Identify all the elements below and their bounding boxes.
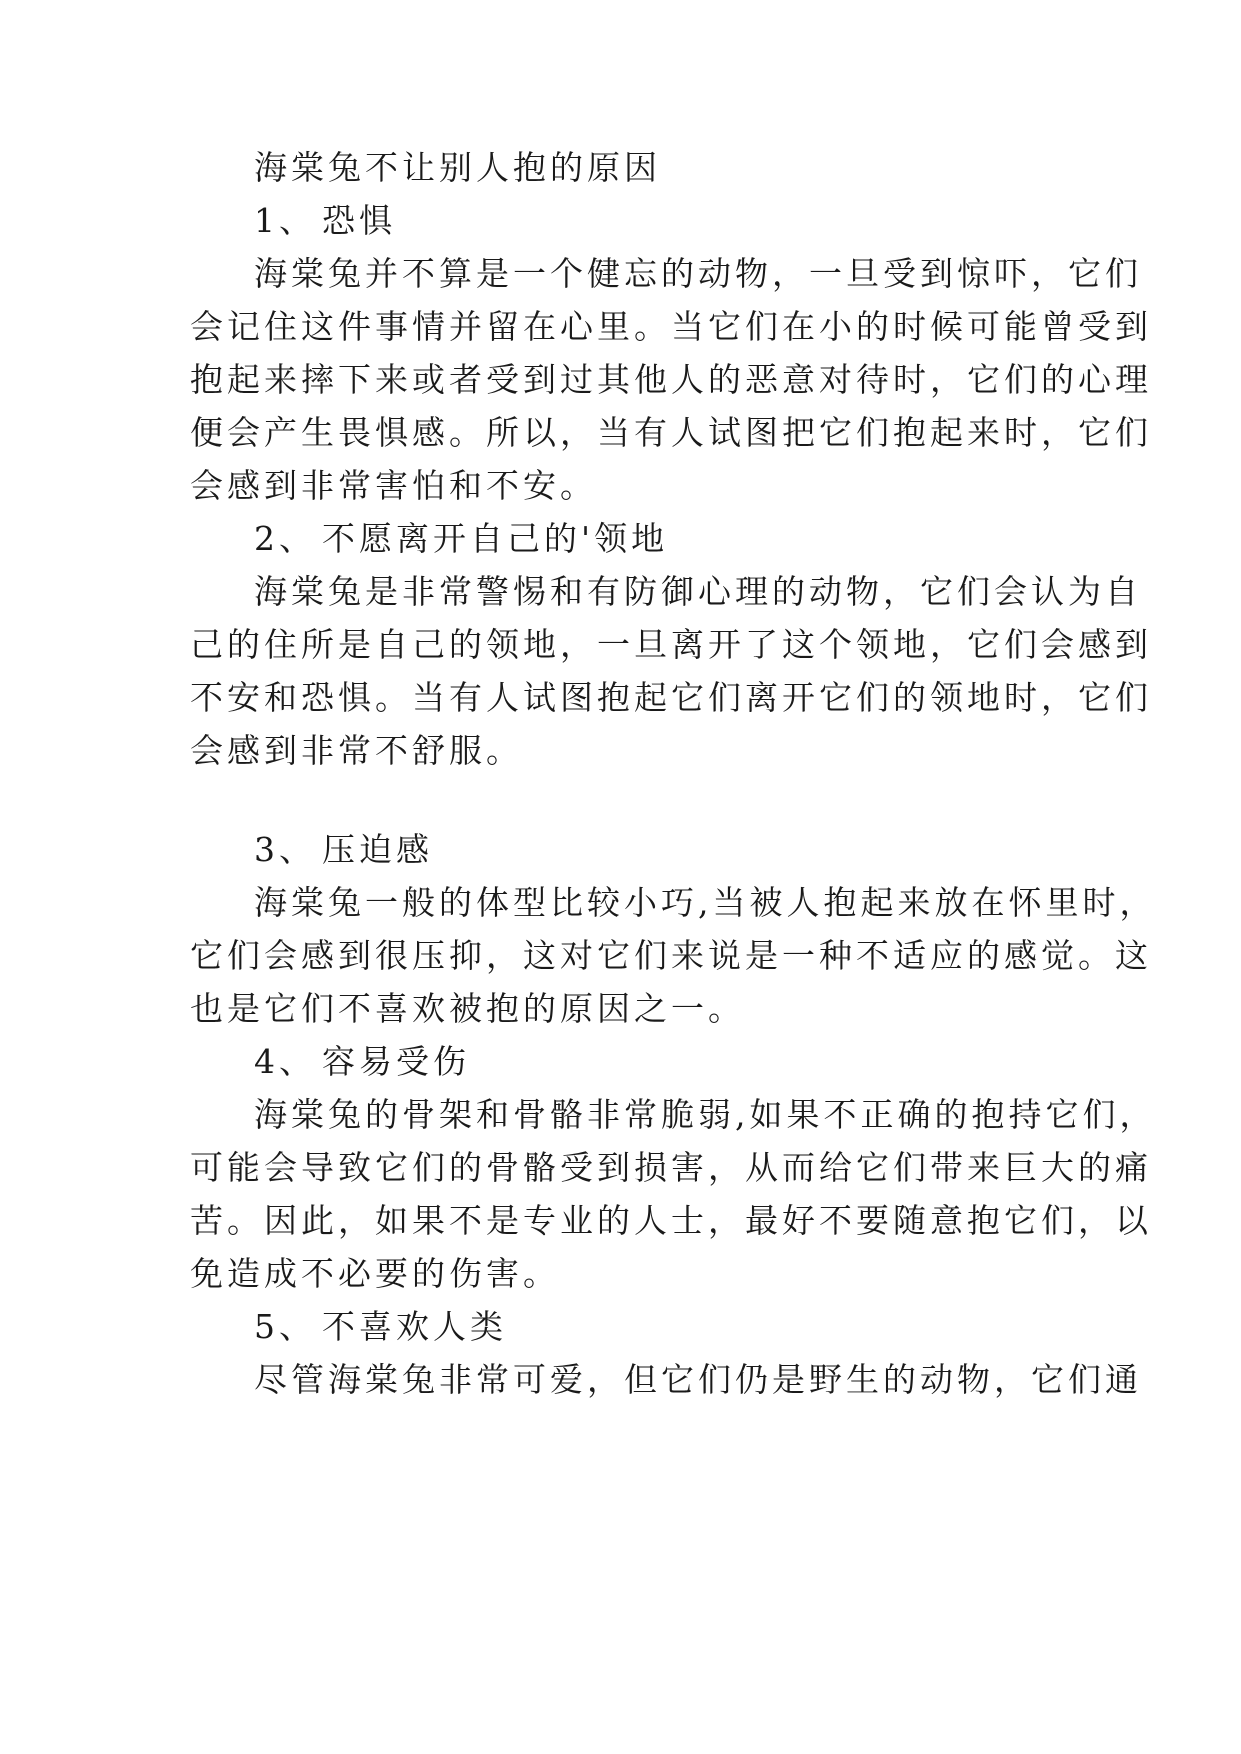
section-heading (254, 519, 1114, 559)
section-number: 4、 (254, 1042, 316, 1081)
section-heading-text: 不愿离开自己的'领地 (322, 519, 669, 558)
paragraph-line: 免造成不必要的伤害。 (190, 1254, 560, 1293)
section-heading (254, 201, 1114, 241)
paragraph-line: 会感到非常不舒服。 (190, 731, 523, 770)
section-heading (254, 830, 1114, 870)
paragraph-line: 不安和恐惧。当有人试图抱起它们离开它们的领地时，它们 (190, 678, 1152, 717)
section-heading (254, 1307, 1114, 1347)
section-heading-text: 压迫感 (322, 830, 433, 869)
section-number: 3、 (254, 830, 316, 869)
paragraph-line: 可能会导致它们的骨骼受到损害，从而给它们带来巨大的痛 (190, 1148, 1152, 1187)
paragraph-line: 海棠兔的骨架和骨骼非常脆弱,如果不正确的抱持它们， (254, 1095, 1157, 1134)
section-number: 2、 (254, 519, 316, 558)
paragraph-line: 己的住所是自己的领地，一旦离开了这个领地，它们会感到 (190, 625, 1152, 664)
paragraph-line: 也是它们不喜欢被抱的原因之一。 (190, 989, 745, 1028)
section-heading-text: 容易受伤 (322, 1042, 470, 1081)
paragraph-line: 它们会感到很压抑，这对它们来说是一种不适应的感觉。这 (190, 936, 1152, 975)
paragraph-line: 会记住这件事情并留在心里。当它们在小的时候可能曾受到 (190, 307, 1152, 346)
section-heading (254, 1042, 1114, 1082)
section-number: 1、 (254, 201, 316, 240)
section-heading-text: 不喜欢人类 (322, 1307, 507, 1346)
paragraph-line: 苦。因此，如果不是专业的人士，最好不要随意抱它们，以 (190, 1201, 1152, 1240)
document-title: 海棠兔不让别人抱的原因 (254, 148, 661, 187)
paragraph-line: 海棠兔并不算是一个健忘的动物，一旦受到惊吓，它们 (254, 254, 1142, 293)
paragraph-line: 海棠兔是非常警惕和有防御心理的动物，它们会认为自 (254, 572, 1142, 611)
paragraph-line: 海棠兔一般的体型比较小巧,当被人抱起来放在怀里时， (254, 883, 1157, 922)
section-number: 5、 (254, 1307, 316, 1346)
section-heading-text: 恐惧 (322, 201, 396, 240)
paragraph-line: 抱起来摔下来或者受到过其他人的恶意对待时，它们的心理 (190, 360, 1152, 399)
paragraph-line: 尽管海棠兔非常可爱，但它们仍是野生的动物，它们通 (254, 1360, 1142, 1399)
paragraph-line: 会感到非常害怕和不安。 (190, 466, 597, 505)
paragraph-line: 便会产生畏惧感。所以，当有人试图把它们抱起来时，它们 (190, 413, 1152, 452)
